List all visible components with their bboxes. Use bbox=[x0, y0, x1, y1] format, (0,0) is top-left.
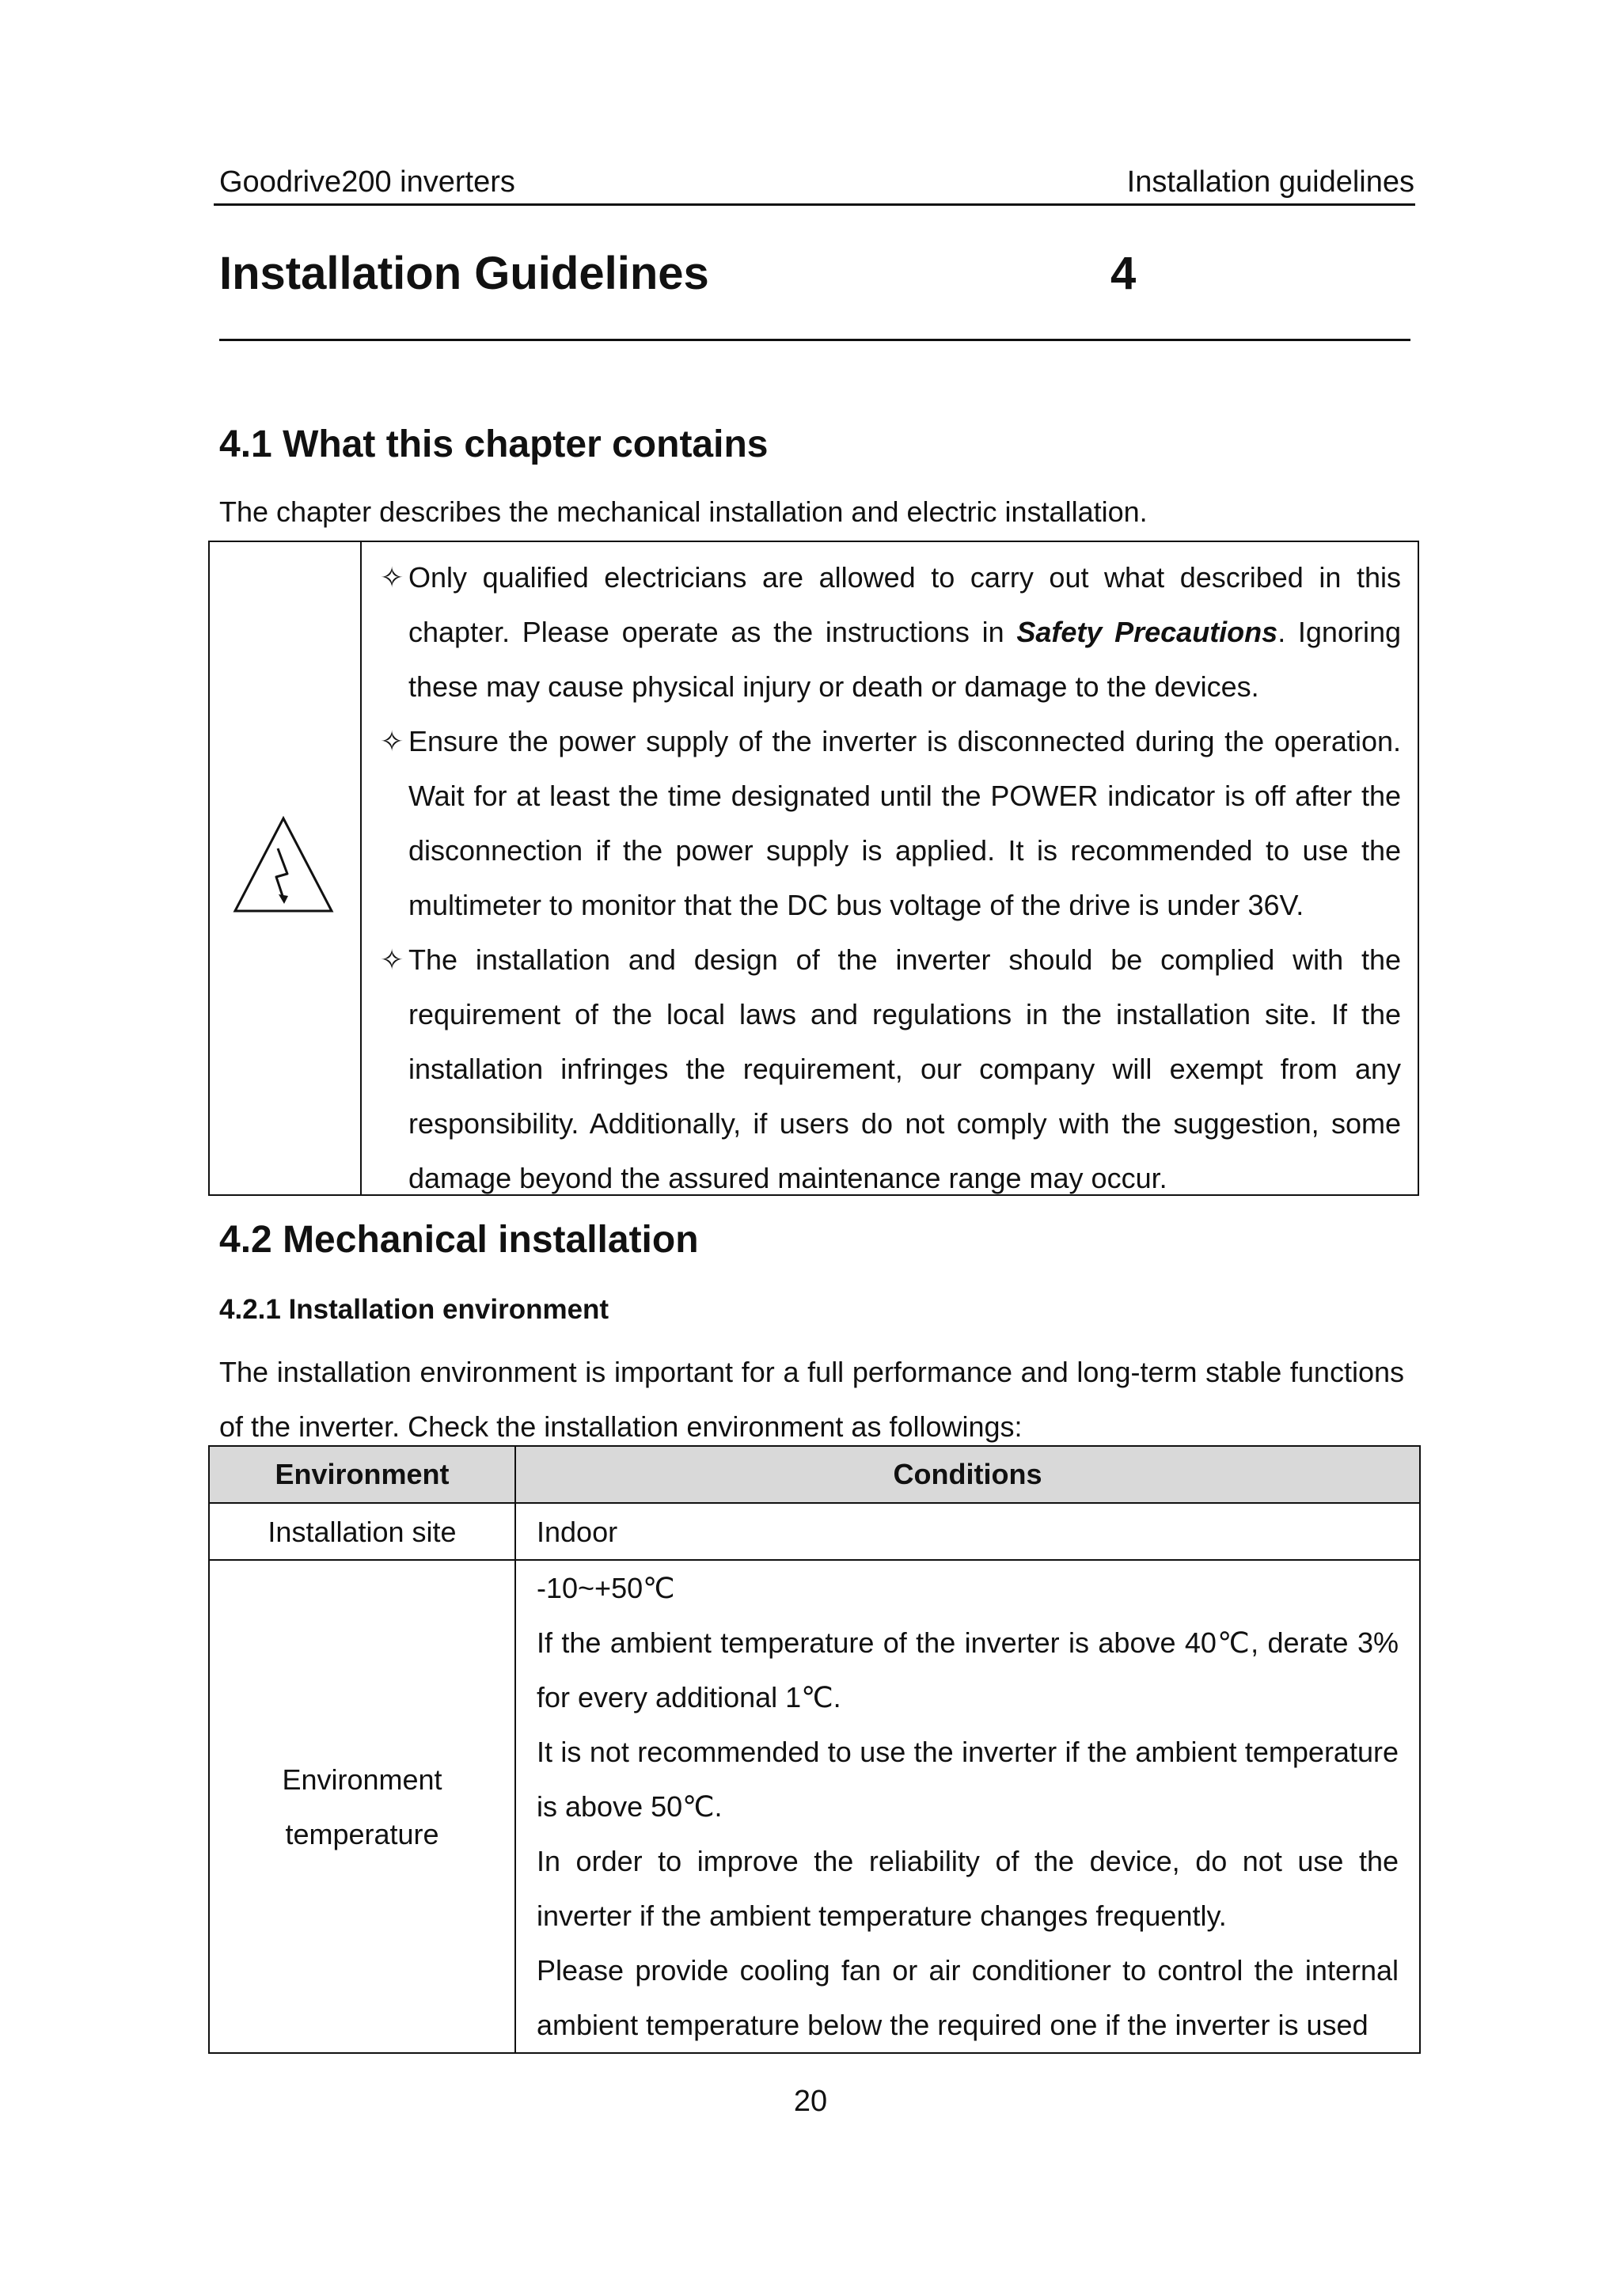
warning-box bbox=[208, 541, 1419, 1196]
header-left-title: Goodrive200 inverters bbox=[219, 165, 515, 199]
chapter-rule bbox=[219, 339, 1410, 341]
environment-line: temperature bbox=[285, 1817, 439, 1850]
column-header-environment: Environment bbox=[209, 1446, 515, 1503]
condition-text: If the ambient temperature of the inverter is above 40℃, derate 3% for every additional 1℃. bbox=[537, 1626, 1399, 1713]
chapter-number: 4 bbox=[1110, 248, 1137, 299]
section-4-2-1-heading: 4.2.1 Installation environment bbox=[219, 1294, 609, 1325]
column-header-conditions: Conditions bbox=[515, 1446, 1420, 1503]
environment-cell: Installation site bbox=[209, 1503, 515, 1560]
electric-shock-warning-icon bbox=[232, 815, 335, 914]
conditions-cell bbox=[515, 1560, 1420, 2053]
condition-text: Please provide cooling fan or air conditioner to control the internal ambient temperature below the required one if the inverter is used bbox=[537, 1954, 1399, 2041]
section-4-1-heading: 4.1 What this chapter contains bbox=[219, 423, 769, 465]
warning-item bbox=[380, 550, 1401, 714]
table-header-row bbox=[209, 1446, 1420, 1503]
warning-list bbox=[380, 550, 1401, 1205]
bullet-star-icon: ✧ bbox=[380, 561, 404, 594]
warning-divider bbox=[360, 542, 362, 1194]
page-number: 20 bbox=[793, 2085, 828, 2118]
installation-environment-table bbox=[208, 1445, 1421, 2054]
table-row bbox=[209, 1503, 1420, 1560]
section-4-1-intro: The chapter describes the mechanical installation and electric installation. bbox=[219, 495, 1148, 528]
warning-text: The installation and design of the inverter should be complied with the requirement of the local laws and regulations in the installation site. If the installation infringes the requirement, our company will exempt from any responsibility. Additionally, if users do not comply with the suggestion, some damage beyond the assured maintenance range may occur. bbox=[408, 943, 1401, 1194]
environment-line: Environment bbox=[282, 1763, 442, 1796]
bullet-star-icon: ✧ bbox=[380, 725, 404, 757]
table-row bbox=[209, 1560, 1420, 2053]
warning-text: Ensure the power supply of the inverter is disconnected during the operation. Wait for at least the time designated until the POWER indicator is off after the disconnection if the power supply is applied. It is recommended to use the multimeter to monitor that the DC bus voltage of the drive is under 36V. bbox=[408, 725, 1401, 921]
chapter-title: Installation Guidelines bbox=[219, 248, 709, 299]
section-4-2-1-intro: The installation environment is important for a full performance and long-term stable functions of the inverter. Check the installation environment as followings: bbox=[219, 1356, 1404, 1443]
warning-text: Only qualified electricians are allowed to carry out what described in this chapter. Please operate as the instructions in bbox=[408, 561, 1401, 648]
condition-text: -10~+50℃ bbox=[537, 1572, 675, 1604]
safety-precautions-reference: Safety Precautions bbox=[1016, 616, 1278, 648]
header-rule bbox=[214, 203, 1415, 206]
condition-text: In order to improve the reliability of the device, do not use the inverter if the ambient temperature changes frequently. bbox=[537, 1845, 1399, 1932]
header-right-title: Installation guidelines bbox=[1126, 165, 1414, 199]
environment-cell bbox=[209, 1560, 515, 2053]
bullet-star-icon: ✧ bbox=[380, 943, 404, 976]
conditions-cell: Indoor bbox=[515, 1503, 1420, 1560]
warning-item bbox=[380, 932, 1401, 1205]
section-4-2-heading: 4.2 Mechanical installation bbox=[219, 1219, 699, 1261]
warning-text: . Ignoring these may cause physical injury or death or damage to the devices. bbox=[408, 616, 1401, 703]
warning-item bbox=[380, 714, 1401, 932]
condition-text: It is not recommended to use the inverter if the ambient temperature is above 50℃. bbox=[537, 1736, 1399, 1823]
